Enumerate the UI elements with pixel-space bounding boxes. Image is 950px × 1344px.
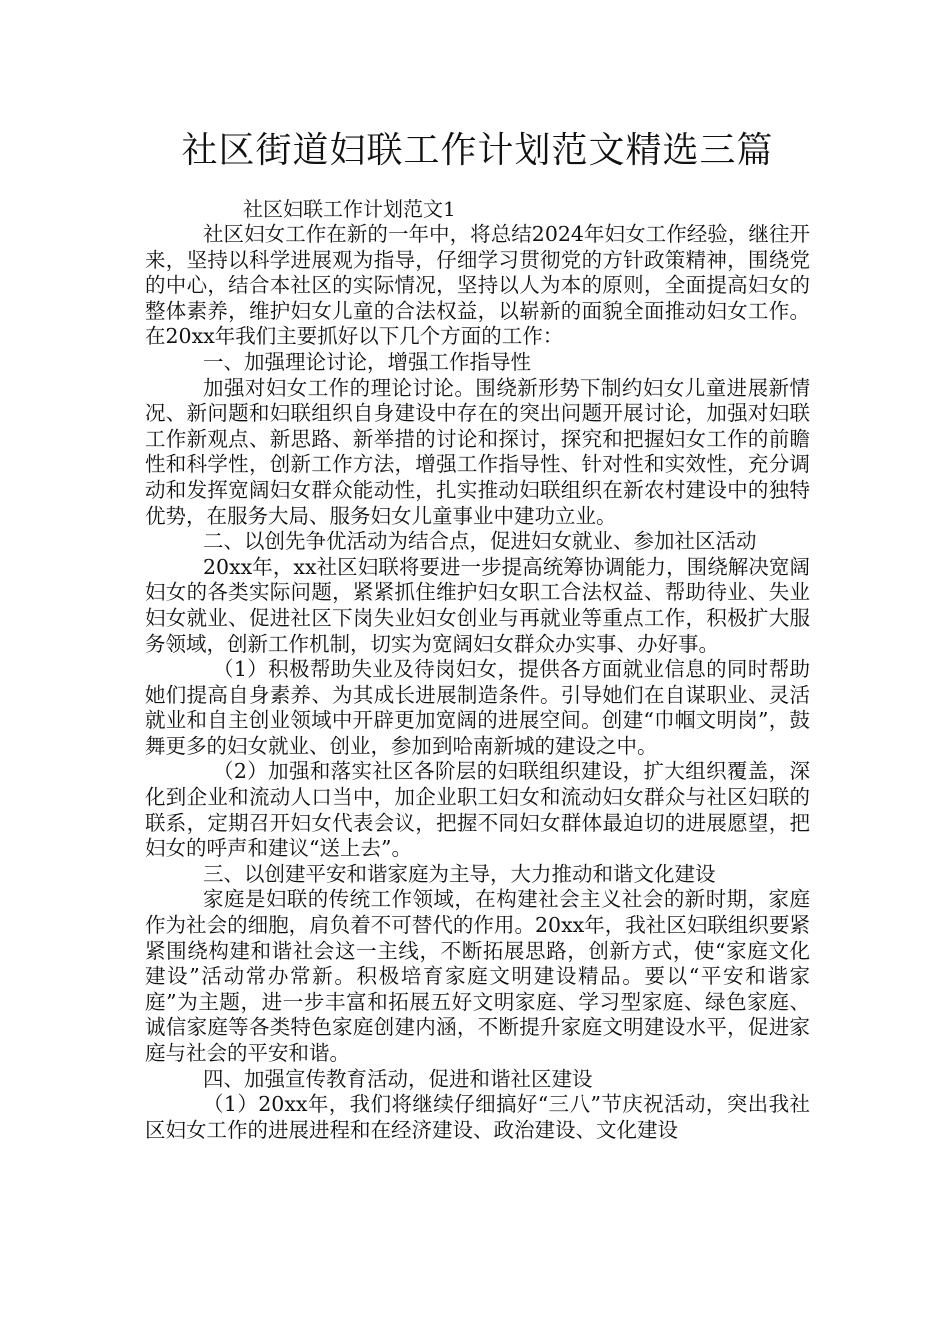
paragraph-item-4-1: （1）20xx年，我们将继续仔细搞好“三八”节庆祝活动，突出我社区妇女工作的进展进程和在经济建设、政治建设、文化建设	[145, 1092, 810, 1142]
section-heading-1: 一、加强理论讨论，增强工作指导性	[203, 349, 531, 374]
paragraph-intro: 社区妇女工作在新的一年中，将总结2024年妇女工作经验，继往开来，坚持以科学进展观为指导，仔细学习贯彻党的方针政策精神，围绕党的中心，结合本社区的实际情况，坚持以人为本的原则，全面提高妇女的整体素养，维护妇女儿童的合法权益，以崭新的面貌全面推动妇女工作。在20xx年我们主要抓好以下几个方面的工作：	[145, 222, 810, 349]
section-heading-4: 四、加强宣传教育活动，促进和谐社区建设	[203, 1066, 593, 1091]
document-title: 社区街道妇联工作计划范文精选三篇	[181, 130, 774, 171]
paragraph-section-2: 20xx年，xx社区妇联将要进一步提高统筹协调能力，围绕解决宽阔妇女的各类实际问题，紧紧抓住维护妇女职工合法权益、帮助待业、失业妇女就业、促进社区下岗失业妇女创业与再就业等重点工作，积极扩大服务领域，创新工作机制，切实为宽阔妇女群众办实事、办好事。	[145, 554, 810, 656]
paragraph-item-2-1: （1）积极帮助失业及待岗妇女，提供各方面就业信息的同时帮助她们提高自身素养、为其成长进展制造条件。引导她们在自谋职业、灵活就业和自主创业领域中开辟更加宽阔的进展空间。创建“巾帼文明岗”，鼓舞更多的妇女就业、创业，参加到哈南新城的建设之中。	[145, 657, 810, 758]
document-subtitle: 社区妇联工作计划范文1	[243, 197, 456, 221]
paragraph-section-3: 家庭是妇联的传统工作领域，在构建社会主义社会的新时期，家庭作为社会的细胞，肩负着不可替代的作用。20xx年，我社区妇联组织要紧紧围绕构建和谐社会这一主线，不断拓展思路，创新方式，使“家庭文化建设”活动常办常新。积极培育家庭文明建设精品。要以“平安和谐家庭”为主题，进一步丰富和拓展五好文明家庭、学习型家庭、绿色家庭、诚信家庭等各类特色家庭创建内涵，不断提升家庭文明建设水平，促进家庭与社会的平安和谐。	[145, 887, 810, 1065]
section-heading-3: 三、以创建平安和谐家庭为主导，大力推动和谐文化建设	[203, 861, 716, 886]
section-heading-2: 二、以创先争优活动为结合点，促进妇女就业、参加社区活动	[203, 529, 757, 554]
paragraph-section-1: 加强对妇女工作的理论讨论。围绕新形势下制约妇女儿童进展新情况、新问题和妇联组织自身建设中存在的突出问题开展讨论，加强对妇联工作新观点、新思路、新举措的讨论和探讨，探究和把握妇女工作的前瞻性和科学性，创新工作方法，增强工作指导性、针对性和实效性，充分调动和发挥宽阔妇女群众能动性，扎实推动妇联组织在新农村建设中的独特优势，在服务大局、服务妇女儿童事业中建功立业。	[145, 375, 810, 528]
paragraph-item-2-2: （2）加强和落实社区各阶层的妇联组织建设，扩大组织覆盖，深化到企业和流动人口当中，加企业职工妇女和流动妇女群众与社区妇联的联系，定期召开妇女代表会议，把握不同妇女群体最迫切的进展愿望，把妇女的呼声和建议“送上去”。	[145, 759, 810, 861]
